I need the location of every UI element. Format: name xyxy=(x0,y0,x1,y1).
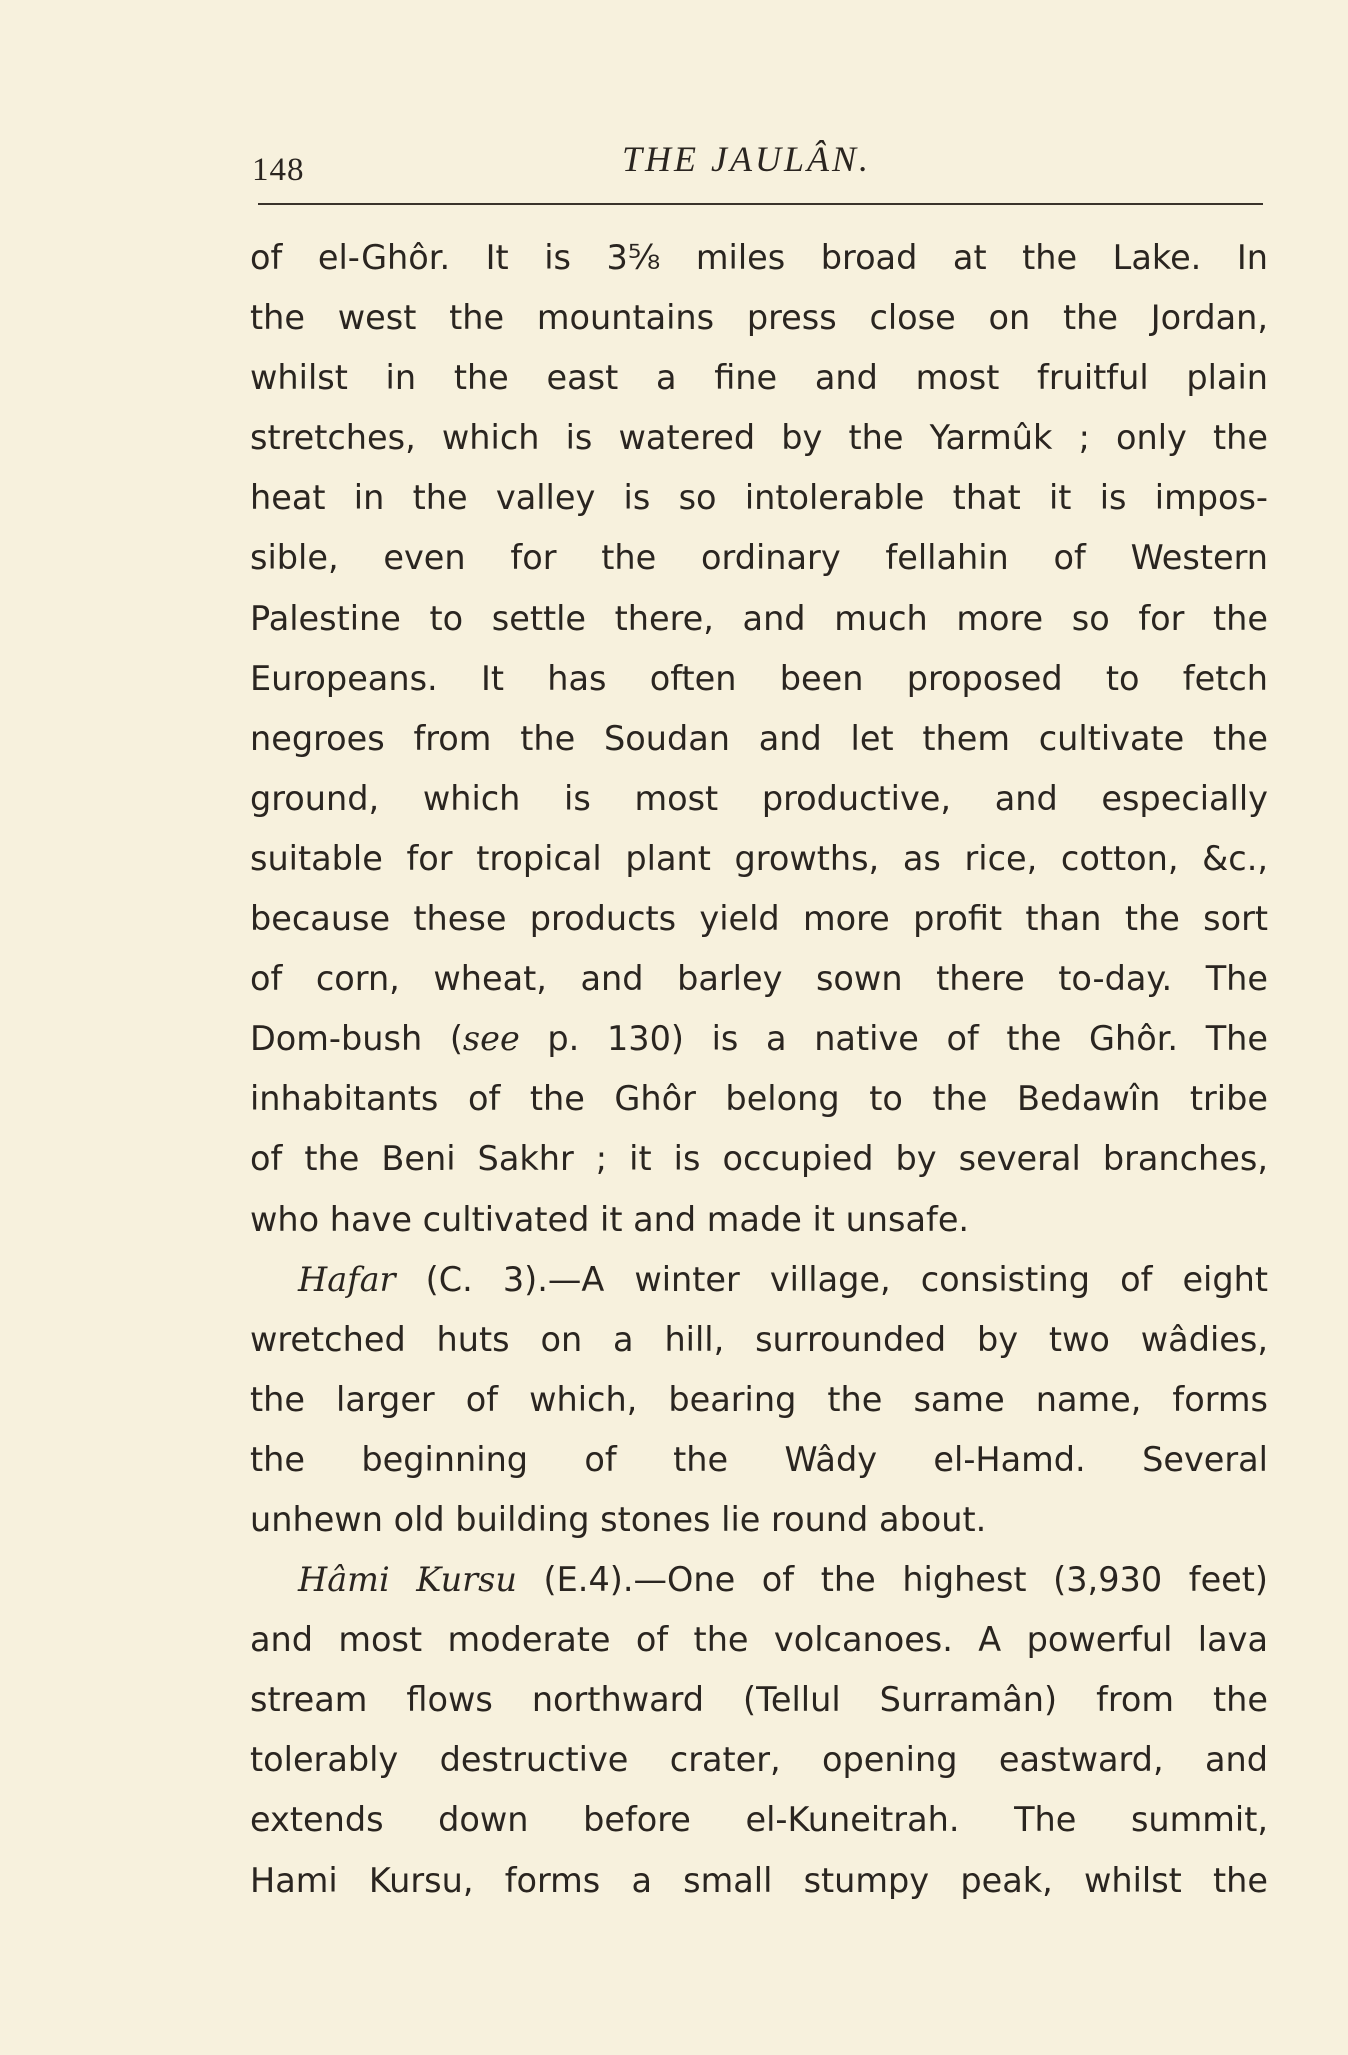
text-line: Hami Kursu, forms a small stumpy peak, whilst the xyxy=(250,1860,1268,1900)
text-line: the larger of which, bearing the same name, forms xyxy=(250,1379,1268,1419)
text-line: stretches, which is watered by the Yarmûk ; only the xyxy=(250,418,1268,458)
text-segment: Dom-bush ( xyxy=(250,1019,463,1059)
text-line: of the Beni Sakhr ; it is occupied by several branches, xyxy=(250,1139,1268,1179)
text-line: the beginning of the Wâdy el-Hamd. Several xyxy=(250,1439,1268,1479)
entry-first-line xyxy=(250,1550,1268,1610)
running-title: THE JAULÂN. xyxy=(622,139,871,179)
header-rule xyxy=(258,203,1263,205)
text-line: of corn, wheat, and barley sown there to-day. The xyxy=(250,959,1268,999)
text-line: of el-Ghôr. It is 3⅝ miles broad at the Lake. In xyxy=(250,238,1268,277)
entry-heading: Hâmi Kursu xyxy=(298,1560,517,1600)
text-line: Palestine to settle there, and much more so for the xyxy=(250,598,1268,638)
text-line: and most moderate of the volcanoes. A powerful lava xyxy=(250,1620,1268,1660)
text-line: Europeans. It has often been proposed to fetch xyxy=(250,658,1268,698)
text-line: negroes from the Soudan and let them cultivate the xyxy=(250,718,1268,758)
body-text xyxy=(250,228,1268,1911)
text-line: the west the mountains press close on the Jordan, xyxy=(250,298,1268,338)
text-line: suitable for tropical plant growths, as rice, cotton, &c., xyxy=(250,838,1268,878)
text-line xyxy=(250,1009,1268,1069)
text-line: unhewn old building stones lie round about. xyxy=(250,1499,987,1539)
text-line: inhabitants of the Ghôr belong to the Bedawîn tribe xyxy=(250,1079,1268,1119)
text-line: who have cultivated it and made it unsafe. xyxy=(250,1199,970,1239)
text-line: ground, which is most productive, and especially xyxy=(250,778,1268,818)
text-segment: (E.4).—One of the highest (3,930 feet) xyxy=(516,1560,1268,1600)
text-line: tolerably destructive crater, opening eastward, and xyxy=(250,1740,1268,1780)
text-line: stream flows northward (Tellul Surramân) from the xyxy=(250,1680,1268,1720)
italic-reference: see xyxy=(462,1019,520,1059)
text-segment: (C. 3).—A winter village, consisting of eight xyxy=(395,1259,1268,1299)
running-head xyxy=(252,138,1262,188)
text-line: sible, even for the ordinary fellahin of Western xyxy=(250,538,1268,578)
text-line: whilst in the east a fine and most fruitful plain xyxy=(250,358,1268,398)
text-line: because these products yield more profit than the sort xyxy=(250,899,1268,939)
entry-heading: Hafar xyxy=(298,1259,396,1299)
entry-first-line xyxy=(250,1250,1268,1310)
text-segment: p. 130) is a native of the Ghôr. The xyxy=(519,1019,1269,1059)
text-line: extends down before el-Kuneitrah. The summit, xyxy=(250,1800,1268,1840)
text-line: wretched huts on a hill, surrounded by two wâdies, xyxy=(250,1319,1268,1359)
text-line: heat in the valley is so intolerable that it is impos- xyxy=(250,478,1268,518)
page-number: 148 xyxy=(252,152,305,188)
